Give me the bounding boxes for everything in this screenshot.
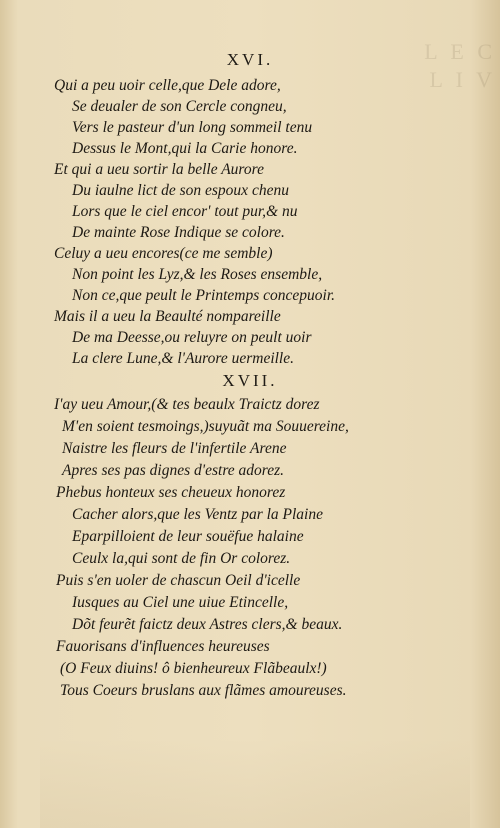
- verse-line: Phebus honteux ses cheueux honorez: [56, 484, 286, 501]
- verse-line: Non ce,que peult le Printemps concepuoir.: [72, 287, 336, 304]
- verse-line: I'ay ueu Amour,(& tes beaulx Traictz dorez: [54, 396, 320, 413]
- verse-line: Vers le pasteur d'un long sommeil tenu: [72, 119, 313, 136]
- verse-line: Puis s'en uoler de chascun Oeil d'icelle: [56, 572, 301, 589]
- verse-line: Du iaulne lict de son espoux chenu: [72, 182, 289, 199]
- paper-stain: [40, 738, 470, 828]
- verse-line: Cacher alors,que les Ventz par la Plaine: [72, 506, 323, 523]
- verse-line: Dõt feurẽt faictz deux Astres clers,& beaux.: [72, 616, 343, 633]
- verse-line: De mainte Rose Indique se colore.: [72, 224, 285, 241]
- verse-line: Dessus le Mont,qui la Carie honore.: [72, 140, 298, 157]
- verse-line: Et qui a ueu sortir la belle Aurore: [54, 161, 264, 178]
- verse-line: Ceulx la,qui sont de fin Or colorez.: [72, 550, 291, 567]
- verse-line: Apres ses pas dignes d'estre adorez.: [62, 462, 285, 479]
- verse-line: Se deualer de son Cercle congneu,: [72, 98, 287, 115]
- verse-line: La clere Lune,& l'Aurore uermeille.: [72, 350, 294, 367]
- sonnet-xvi-heading: XVI.: [226, 50, 274, 69]
- verse-line: Eparpilloient de leur souëfue halaine: [72, 528, 304, 545]
- verse-line: Celuy a ueu encores(ce me semble): [54, 245, 273, 262]
- verse-line: Qui a peu uoir celle,que Dele adore,: [54, 77, 281, 94]
- sonnet-xvii-heading: XVII.: [222, 371, 278, 390]
- verse-line: (O Feux diuins! ô bienheureux Flãbeaulx!): [60, 660, 327, 677]
- verse-line: Fauorisans d'influences heureuses: [56, 638, 270, 655]
- verse-line: Mais il a ueu la Beaulté nompareille: [54, 308, 281, 325]
- verse-line: Tous Coeurs bruslans aux flãmes amoureuses.: [60, 682, 347, 699]
- verse-line: Naistre les fleurs de l'infertile Arene: [62, 440, 287, 457]
- verse-line: De ma Deesse,ou reluyre on peult uoir: [72, 329, 312, 346]
- verse-line: Non point les Lyz,& les Roses ensemble,: [72, 266, 323, 283]
- verse-line: Lors que le ciel encor' tout pur,& nu: [72, 203, 298, 220]
- bleed-through-text: L E C L I V: [424, 39, 496, 92]
- verse-line: M'en soient tesmoings,)suyuãt ma Souuereine,: [62, 418, 349, 435]
- verse-line: Iusques au Ciel une uiue Etincelle,: [72, 594, 289, 611]
